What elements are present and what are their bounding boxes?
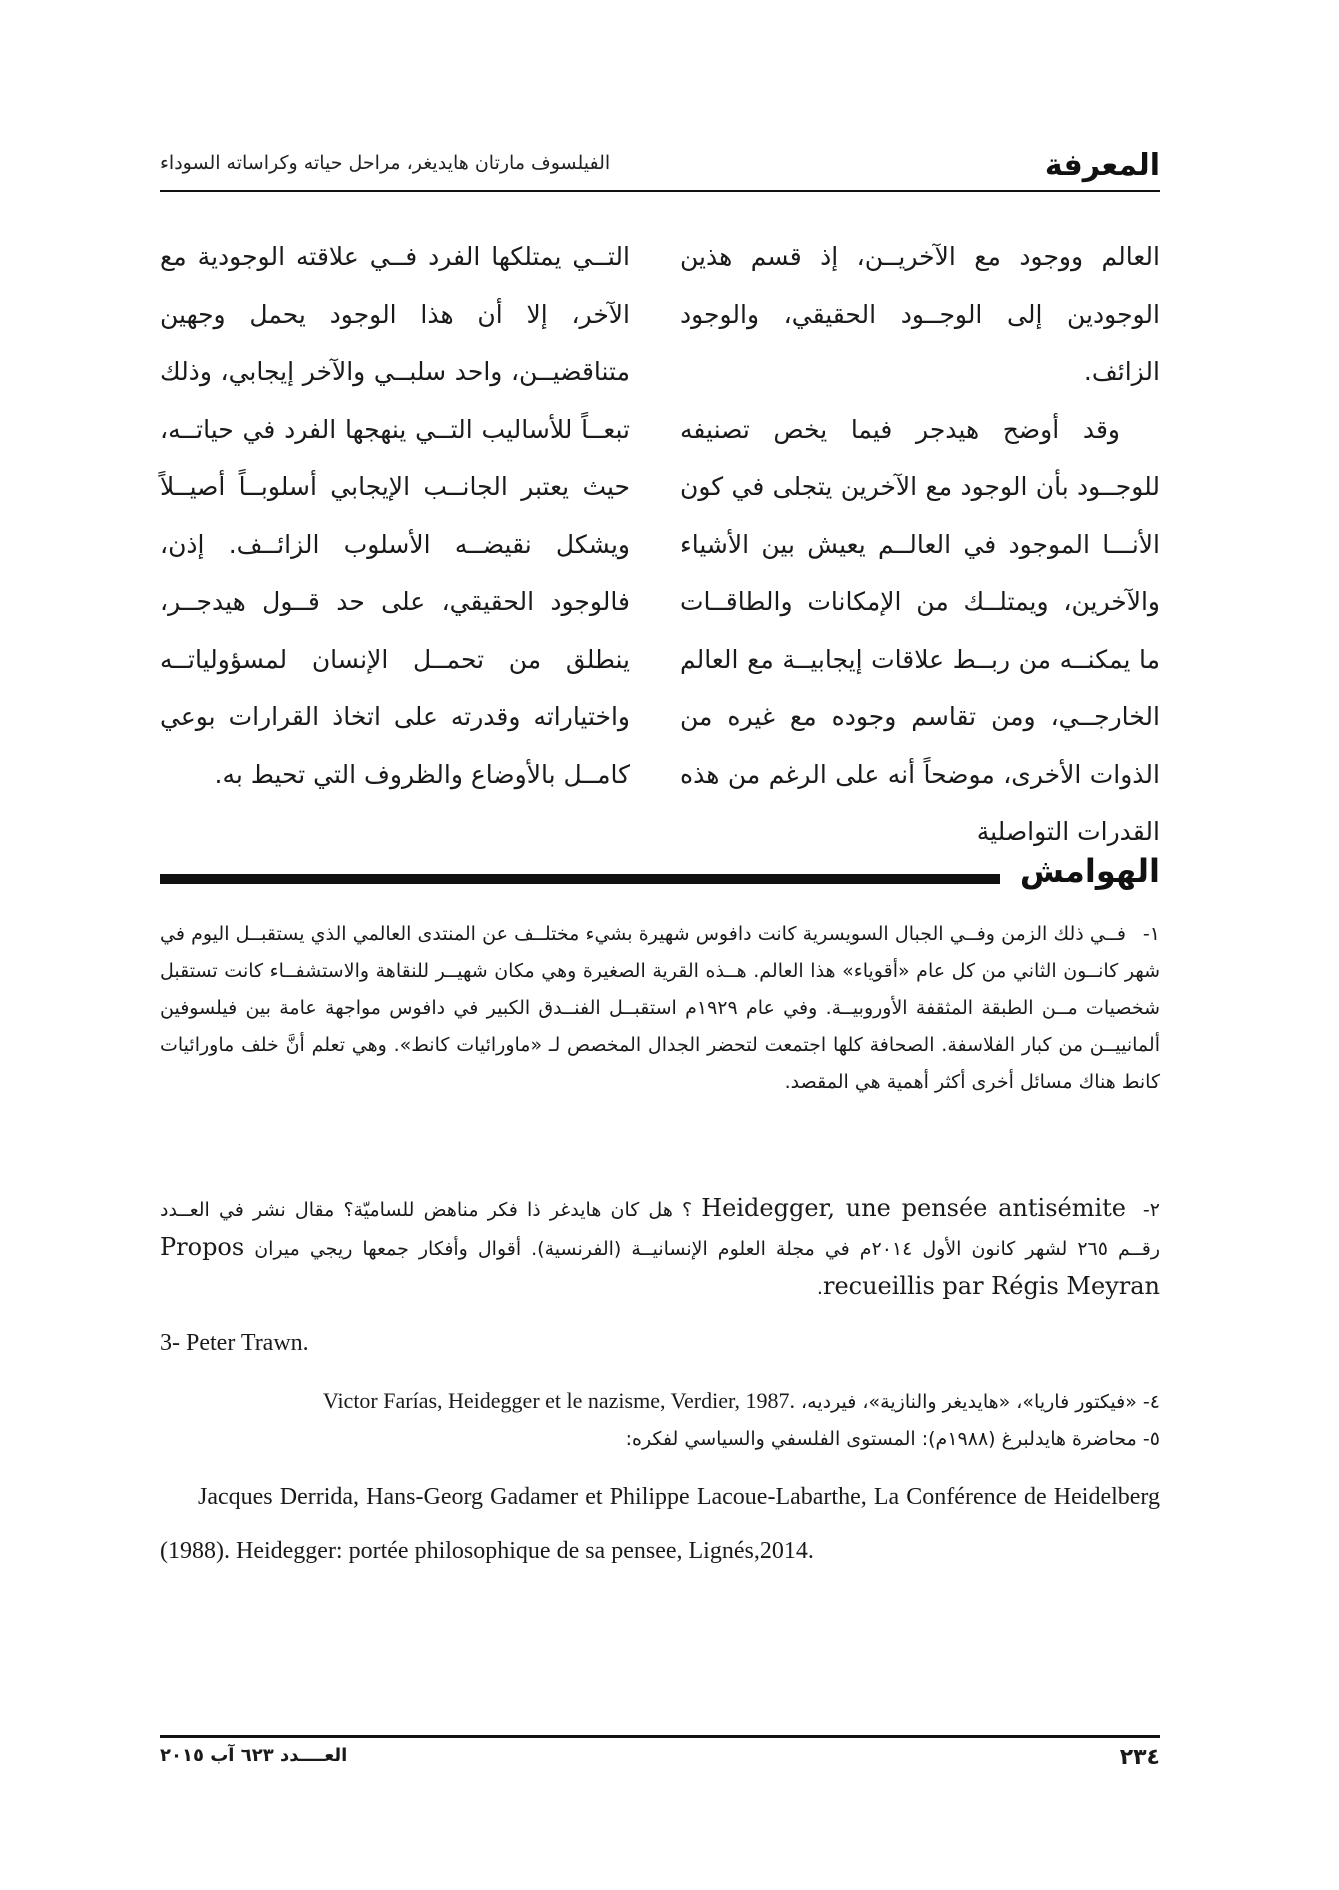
footnote-2 xyxy=(160,1190,1160,1320)
paragraph: العالم ووجود مع الآخريــن، إذ قسم هذين الوجودين إلى الوجــود الحقيقي، والوجود الزائف. xyxy=(680,242,1160,386)
footnote-text: محاضرة هايدلبرغ (١٩٨٨م): المستوى الفلسفي والسياسي لفكره: xyxy=(625,1428,1137,1450)
footer-rule xyxy=(160,1735,1160,1738)
footnote-latin-end: Propos recueillis par Régis Meyran xyxy=(160,1233,1160,1300)
footnotes-title: الهوامش xyxy=(1019,852,1160,890)
page-number: ٢٣٤ xyxy=(1119,1745,1160,1770)
footnote-latin-title: Heidegger, une pensée antisémite xyxy=(701,1194,1126,1222)
footnote-number: ٢- xyxy=(1142,1199,1160,1221)
magazine-logo: المعرفة xyxy=(1044,148,1160,183)
footnotes-bar xyxy=(160,874,1000,884)
footnote-end-dot: . xyxy=(816,1277,823,1299)
footnote-text: ؟ هل كان هايدغر ذا فكر مناهض للساميّة؟ مقال نشر في العــدد رقــم ٢٦٥ لشهر كانون الأول ٢٠١٤م في مجلة العلوم الإنسانيــة (الفرنسية). أقوال وأفكار جمعها ريجي ميران xyxy=(160,1199,1161,1260)
issue-info: العــــدد ٦٢٣ آب ٢٠١٥ xyxy=(160,1745,348,1766)
footnote-3: 3- Peter Trawn. xyxy=(160,1330,309,1356)
left-column xyxy=(160,228,630,828)
paragraph: التــي يمتلكها الفرد فــي علاقته الوجودية مع الآخر، إلا أن هذا الوجود يحمل وجهين متناقضيــن، واحد سلبــي والآخر إيجابي، وذلك تبعــاً للأساليب التــي ينهجها الفرد في حياتــه، حيث يعتبر الجانــب الإيجابي أسلوبــاً أصيــلاً ويشكل نقيضــه الأسلوب الزائــف. إذن، فالوجود الحقيقي، على حد قــول هيدجــر، ينطلق من تحمــل الإنسان لمسؤولياتــه واختياراته وقدرته على اتخاذ القرارات بوعي كامــل بالأوضاع والظروف التي تحيط به. xyxy=(160,242,630,789)
footnote-number: ٤- xyxy=(1142,1391,1160,1413)
footnote-5 xyxy=(160,1428,1160,1464)
footnote-text: «فيكتور فاريا»، «هايديغر والنازية»، فيرديه، xyxy=(801,1391,1137,1413)
right-column xyxy=(680,228,1160,846)
footnote-1 xyxy=(160,916,1160,1146)
footnote-number: ١- xyxy=(1142,923,1160,945)
footnote-5-reference: Jacques Derrida, Hans-Georg Gadamer et Philippe Lacoue-Labarthe, La Conférence de Heidelberg (1988). Heidegger: portée philosophique de sa pensee, Lignés,2014. xyxy=(160,1484,1160,1564)
footnote-number: ٥- xyxy=(1142,1428,1160,1450)
header-rule xyxy=(160,190,1160,192)
running-title: الفيلسوف مارتان هايديغر، مراحل حياته وكراساته السوداء xyxy=(160,152,611,174)
footnote-4 xyxy=(160,1388,1160,1424)
paragraph: وقد أوضح هيدجر فيما يخص تصنيفه للوجــود بأن الوجود مع الآخرين يتجلى في كون الأنـــا الموجود في العالــم يعيش بين الأشياء والآخرين، ويمتلــك من الإمكانات والطاقــات ما يمكنــه من ربــط علاقات إيجابيــة مع العالم الخارجــي، ومن تقاسم وجوده مع غيره من الذوات الأخرى، موضحاً أنه على الرغم من هذه القدرات التواصلية xyxy=(680,414,1160,846)
footnote-text: فــي ذلك الزمن وفــي الجبال السويسرية كانت دافوس شهيرة بشيء مختلــف عن المنتدى العالمي الذي يستقبــل اليوم في شهر كانــون الثاني من كل عام «أقوياء» هذا العالم. هــذه القرية الصغيرة وهي مكان شهيــر للنقاهة والاستشفــاء كانت تستقبل شخصيات مــن الطبقة المثقفة الأوروبيــة. وفي عام ١٩٢٩م استقبــل الفنــدق الكبير في دافوس مواجهة عامة بين فيلسوفين ألمانييــن من كبار الفلاسفة. الصحافة كلها اجتمعت لتحضر الجدال المخصص لـ «ماورائيات كانط». وهي تعلم أنَّ خلف ماورائيات كانط هناك مسائل أخرى أكثر أهمية هي المقصد. xyxy=(160,923,1160,1093)
footnote-latin: Victor Farías, Heidegger et le nazisme, Verdier, 1987. xyxy=(322,1388,795,1413)
